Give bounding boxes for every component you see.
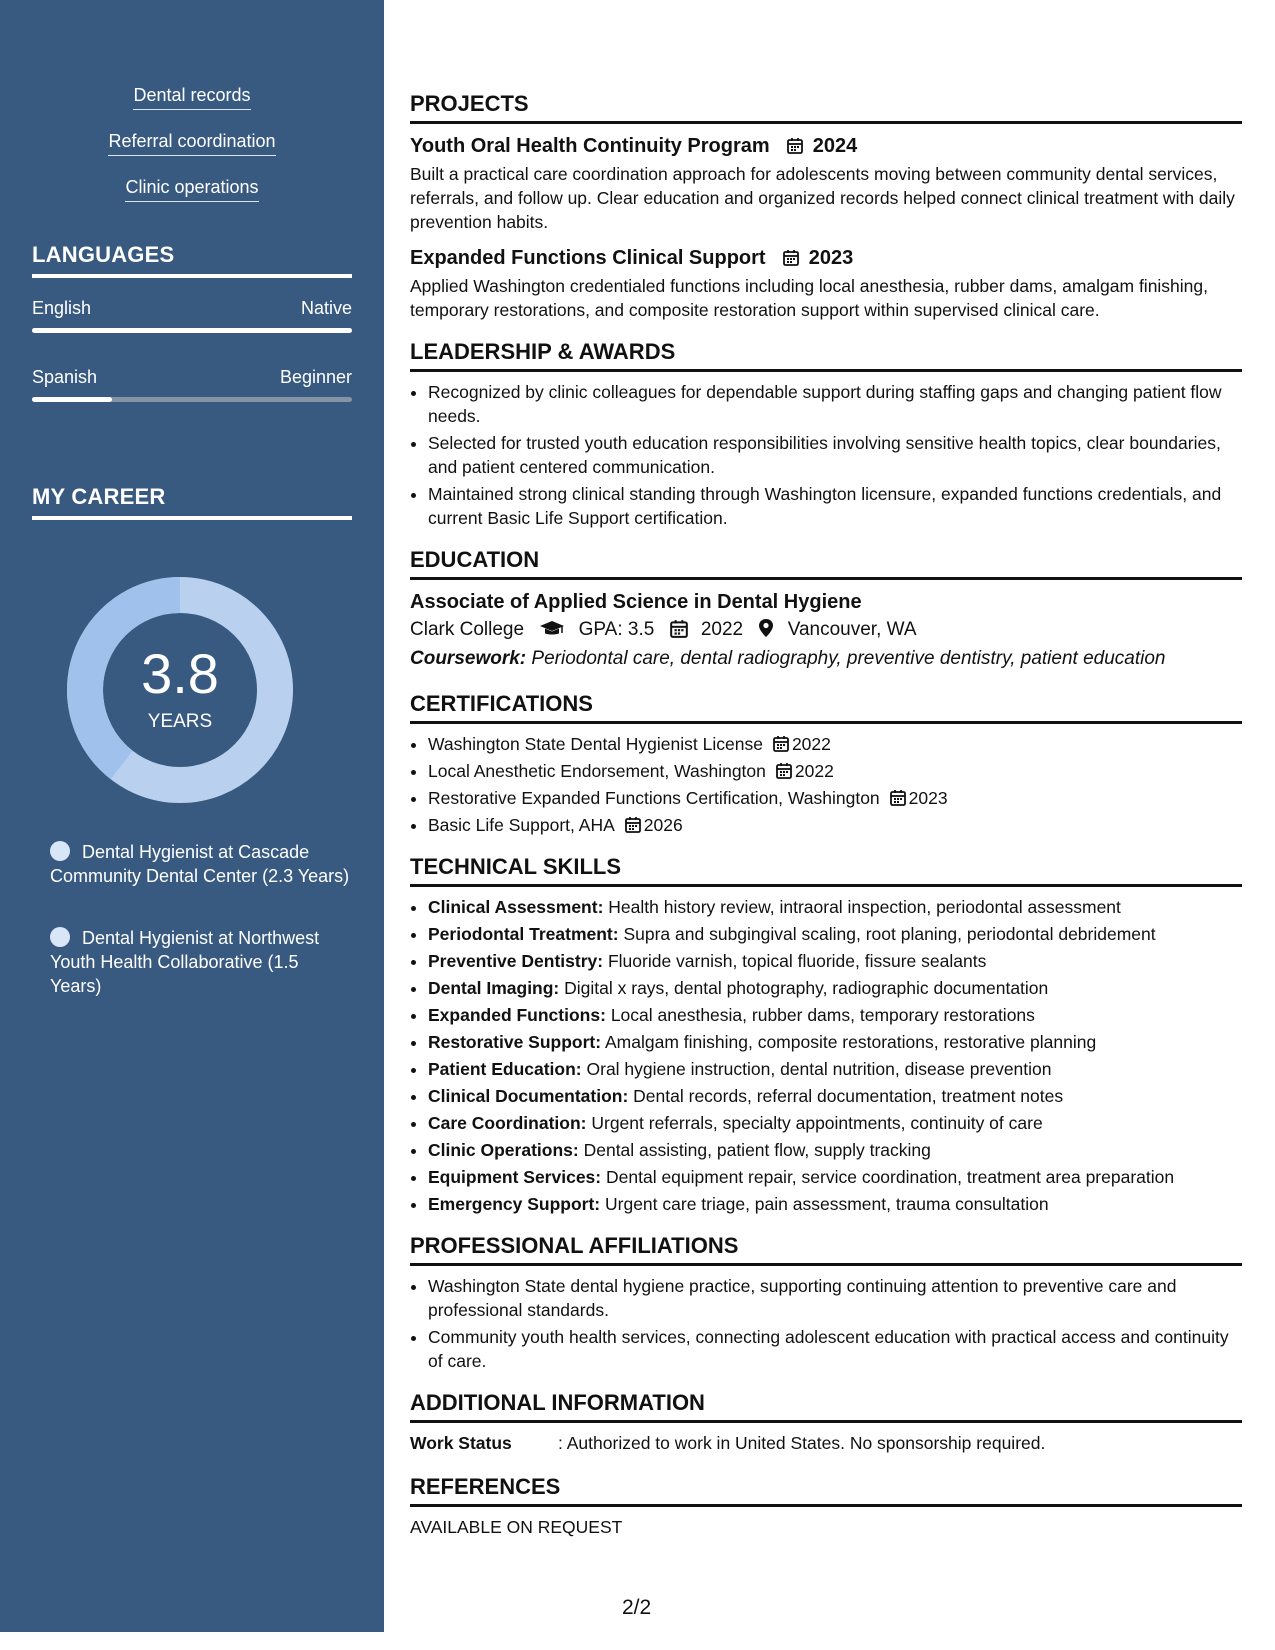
school-name: Clark College: [410, 619, 525, 640]
list-item: [428, 1138, 1242, 1162]
section-heading: CERTIFICATIONS: [410, 690, 1242, 724]
language-level: Native: [300, 298, 352, 318]
list-item: [428, 1165, 1242, 1189]
skills-list: [0, 84, 384, 222]
languages-heading: LANGUAGES: [32, 242, 352, 278]
sidebar: [0, 0, 384, 1632]
calendar-icon: [890, 789, 906, 806]
project-name: Youth Oral Health Continuity Program: [410, 135, 770, 157]
coursework-text: Periodontal care, dental radiography, preventive dentistry, patient education: [531, 648, 1166, 669]
list-item: [428, 813, 1242, 837]
project-title: [410, 244, 1242, 272]
section-heading: ADDITIONAL INFORMATION: [410, 1389, 1242, 1423]
section-heading: REFERENCES: [410, 1473, 1242, 1507]
section-heading: TECHNICAL SKILLS: [410, 853, 1242, 887]
list-item: • Washington State dental hygiene practice, supporting continuing attention to preventive care and professional standards.: [428, 1274, 1242, 1322]
language-bar-fill: [32, 328, 352, 333]
language-bar: [32, 328, 352, 333]
calendar-icon: [776, 762, 792, 779]
skill-label: Expanded Functions:: [428, 1005, 606, 1025]
list-item: [428, 976, 1242, 1000]
calendar-icon: [625, 816, 641, 833]
degree-title: Associate of Applied Science in Dental Hygiene: [410, 591, 862, 613]
career-donut-chart: [67, 577, 293, 803]
section-heading: EDUCATION: [410, 546, 1242, 580]
certification-name: Restorative Expanded Functions Certification, Washington: [428, 788, 880, 808]
leadership-list: [410, 380, 1242, 530]
career-item-label: Dental Hygienist at Northwest Youth Health Collaborative (1.5 Years): [50, 928, 320, 996]
certification-name: Local Anesthetic Endorsement, Washington: [428, 761, 766, 781]
gpa: GPA: 3.5: [578, 619, 655, 640]
certification-name: Washington State Dental Hygienist License: [428, 734, 763, 754]
work-status-label: Work Status: [410, 1433, 512, 1453]
main-content: [410, 90, 1242, 1555]
career-total-unit: YEARS: [147, 711, 213, 732]
certification-year: 2022: [794, 761, 834, 781]
affiliations-list: [410, 1274, 1242, 1373]
skill-label: Dental Imaging:: [428, 978, 560, 998]
references-section: [410, 1473, 1242, 1539]
skill-label: Clinical Assessment:: [428, 897, 604, 917]
list-item: • Maintained strong clinical standing through Washington licensure, expanded functions credentials, and current Basic Life Support certification.: [428, 482, 1242, 530]
list-item: [428, 786, 1242, 810]
skill-text: Supra and subgingival scaling, root planing, periodontal debridement: [623, 924, 1156, 944]
section-heading: LEADERSHIP & AWARDS: [410, 338, 1242, 372]
language-name: Spanish: [32, 367, 98, 387]
language-name: English: [32, 298, 92, 318]
page-number: 2/2: [622, 1596, 652, 1619]
coursework-label: Coursework:: [410, 648, 527, 669]
calendar-icon: [783, 249, 799, 266]
leadership-section: [410, 338, 1242, 530]
skill-text: Fluoride varnish, topical fluoride, fissure sealants: [607, 951, 987, 971]
references-text: AVAILABLE ON REQUEST: [410, 1517, 623, 1537]
list-item: [428, 895, 1242, 919]
skill-text: Digital x rays, dental photography, radiographic documentation: [564, 978, 1049, 998]
section-heading: PROFESSIONAL AFFILIATIONS: [410, 1232, 1242, 1266]
list-item: • Recognized by clinic colleagues for dependable support during staffing gaps and changing patient flow needs.: [428, 380, 1242, 428]
calendar-icon: [773, 735, 789, 752]
skill-label: Periodontal Treatment:: [428, 924, 619, 944]
skill-text: Dental equipment repair, service coordination, treatment area preparation: [606, 1167, 1175, 1187]
project-title: [410, 132, 1242, 160]
skill-label: Patient Education:: [428, 1059, 582, 1079]
language-level: Beginner: [279, 367, 352, 387]
skill-text: Dental assisting, patient flow, supply tracking: [583, 1140, 931, 1160]
calendar-icon: [787, 137, 803, 154]
skill-label: Care Coordination:: [428, 1113, 587, 1133]
list-item: [428, 1192, 1242, 1216]
list-item: [428, 922, 1242, 946]
certifications-section: [410, 690, 1242, 837]
certification-year: 2026: [643, 815, 683, 835]
certification-year: 2022: [791, 734, 831, 754]
project-year: 2023: [808, 247, 854, 269]
list-item: [428, 949, 1242, 973]
list-item: [428, 1057, 1242, 1081]
legend-dot-icon: [50, 841, 70, 861]
projects-section: [410, 90, 1242, 322]
list-item: [428, 1030, 1242, 1054]
skill-text: Health history review, intraoral inspection, periodontal assessment: [608, 897, 1121, 917]
skill-text: Amalgam finishing, composite restorations, restorative planning: [604, 1032, 1097, 1052]
skill-label: Clinic Operations:: [428, 1140, 579, 1160]
certification-year: 2023: [908, 788, 948, 808]
skill-tag: Clinic operations: [125, 176, 258, 202]
project-description: Applied Washington credentialed functions including local anesthesia, rubber dams, amalgam finishing, temporary restorations, and composite restoration support within supervised clinical care.: [410, 276, 1209, 320]
project-description: Built a practical care coordination approach for adolescents moving between community dental services, referrals, and follow up. Clear education and organized records helped connect clinical treatment with daily prevention habits.: [410, 164, 1235, 232]
language-bar-fill: [32, 397, 112, 402]
skill-tag: Dental records: [133, 84, 250, 110]
location-pin-icon: [758, 618, 774, 638]
list-item: [428, 732, 1242, 756]
list-item: • Community youth health services, connecting adolescent education with practical access and continuity of care.: [428, 1325, 1242, 1373]
skill-label: Restorative Support:: [428, 1032, 602, 1052]
list-item: [428, 1003, 1242, 1027]
skill-tag: Referral coordination: [108, 130, 275, 156]
certification-name: Basic Life Support, AHA: [428, 815, 615, 835]
skill-text: Urgent referrals, specialty appointments, continuity of care: [591, 1113, 1043, 1133]
career-total-value: 3.8: [141, 642, 219, 705]
career-legend-item: [50, 926, 350, 998]
skill-label: Clinical Documentation:: [428, 1086, 629, 1106]
skill-text: Urgent care triage, pain assessment, trauma consultation: [605, 1194, 1049, 1214]
affiliations-section: [410, 1232, 1242, 1373]
skill-label: Equipment Services:: [428, 1167, 602, 1187]
calendar-icon: [670, 619, 688, 638]
skill-text: Dental records, referral documentation, treatment notes: [633, 1086, 1064, 1106]
education-meta: [410, 616, 1242, 644]
skill-text: Oral hygiene instruction, dental nutrition, disease prevention: [586, 1059, 1052, 1079]
list-item: [428, 1111, 1242, 1135]
work-status-row: [410, 1431, 1242, 1457]
skill-label: Preventive Dentistry:: [428, 951, 604, 971]
language-bar: [32, 397, 352, 402]
work-status-value: : Authorized to work in United States. No sponsorship required.: [558, 1433, 1046, 1453]
technical-skills-list: [410, 895, 1242, 1216]
list-item: [428, 759, 1242, 783]
graduation-cap-icon: [539, 620, 565, 638]
coursework: [410, 644, 1242, 674]
career-item-label: Dental Hygienist at Cascade Community Dental Center (2.3 Years): [50, 842, 350, 886]
skill-text: Local anesthesia, rubber dams, temporary restorations: [610, 1005, 1035, 1025]
section-heading: PROJECTS: [410, 90, 1242, 124]
graduation-year: 2022: [700, 619, 744, 640]
project-year: 2024: [812, 135, 858, 157]
list-item: [428, 1084, 1242, 1108]
list-item: • Selected for trusted youth education responsibilities involving sensitive health topics, clear boundaries, and patient centered communication.: [428, 431, 1242, 479]
legend-dot-icon: [50, 927, 70, 947]
certifications-list: [410, 732, 1242, 837]
skill-label: Emergency Support:: [428, 1194, 601, 1214]
career-legend-item: [50, 840, 350, 888]
education-section: [410, 546, 1242, 674]
career-heading: MY CAREER: [32, 484, 352, 520]
school-location: Vancouver, WA: [787, 619, 917, 640]
project-name: Expanded Functions Clinical Support: [410, 247, 766, 269]
technical-skills-section: [410, 853, 1242, 1216]
additional-information-section: [410, 1389, 1242, 1457]
